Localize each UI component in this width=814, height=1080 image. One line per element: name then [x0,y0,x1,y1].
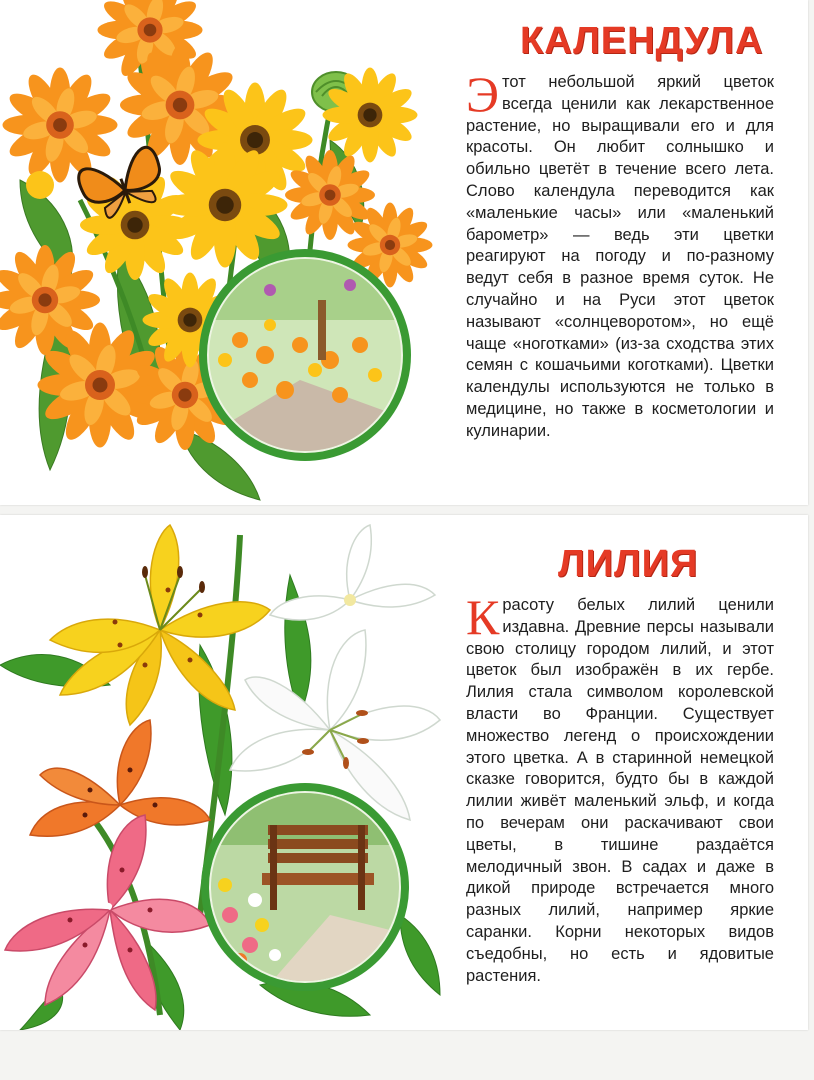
card-calendula [0,0,808,505]
garden-path-inset [200,250,410,460]
card-body-text [466,589,774,987]
card-body-text [466,66,774,443]
card-paragraph: тот небольшой яркий цветок всегда ценили как лекарственное растение, но выращивали его и для красоты. Он любит солнышко и обильно цветёт в течение всего лета. Слово календула переводится как «маленькие часы» или «маленький барометр» — ведь эти цветки реагируют на погоду и по-разному ведут себя в разное время суток. Не случайно и на Руси этот цветок называют «солнцеворотом», но ещё чаще «ноготками» (из-за сходства этих семян с кошачьими коготками). Цветки календулы используются не только в медицине, но также в косметологии и кулинарии. [466,73,774,440]
garden-bench-inset [200,785,410,995]
card-paragraph: расоту белых лилий ценили издавна. Древние персы называли свою столицу городом лилий, и этот цветок был изображён в их гербе. Лилия стала символом королевской власти во Франции. Существует множество легенд о происхождении этого цветка. А в старинной немецкой сказке говорится, будто бы в каждой лилии живёт маленький эльф, и когда по вечерам они раскачивают свои цветы, в тишине раздаётся мелодичный звон. В садах и даже в дикой природе встречается много разных лилий, например яркие саранки. Корни некоторых видов съедобны, но есть и ядовитые растения. [466,596,774,985]
calendula-illustration [0,0,470,505]
card-lily [0,515,808,1030]
white-lily-icon [270,525,435,620]
card-title: КАЛЕНДУЛА [520,20,764,62]
orange-lily-icon [30,720,210,836]
lily-illustration [0,515,470,1030]
drop-cap: Э [466,66,500,122]
card-title: ЛИЛИЯ [558,543,699,585]
drop-cap: К [466,589,500,645]
